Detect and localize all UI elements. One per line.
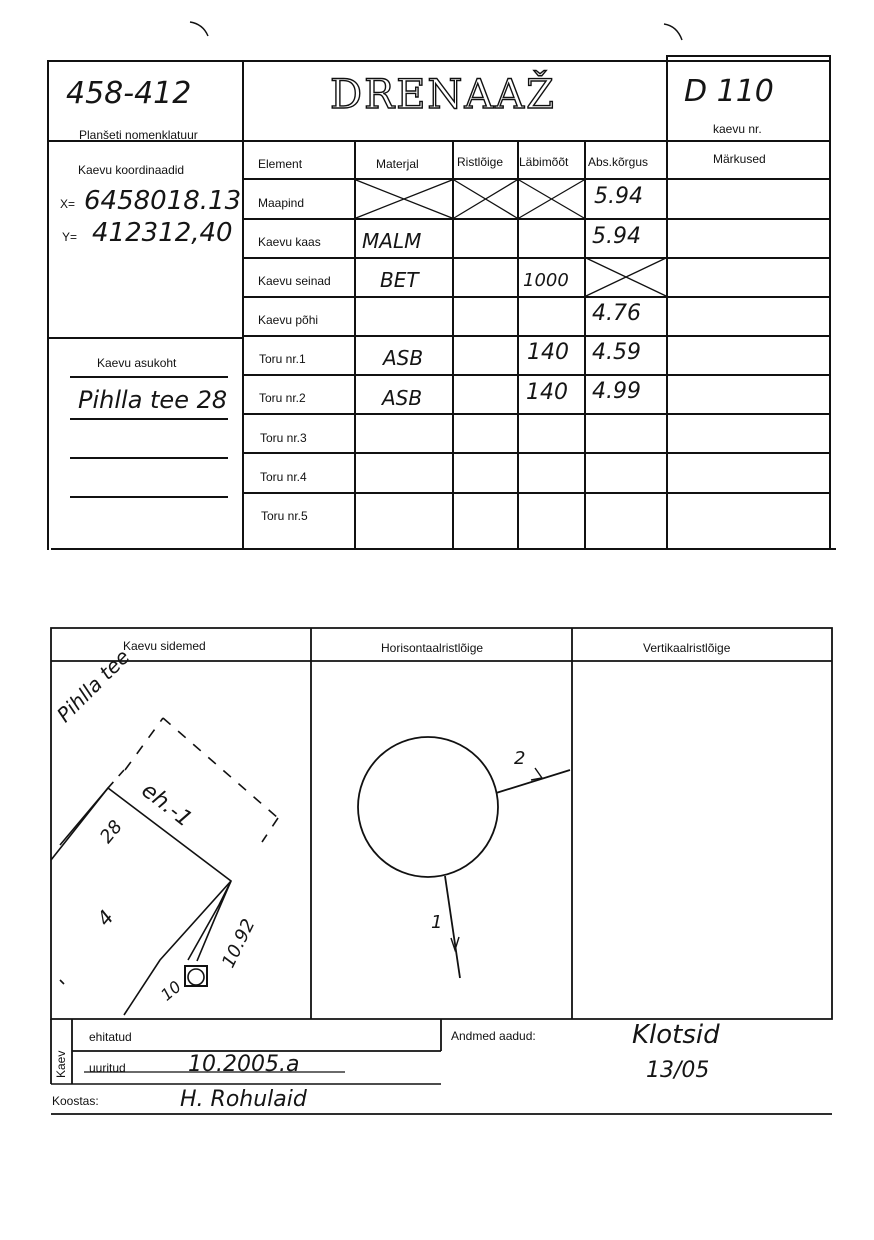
signature-date: 13/05 bbox=[646, 1058, 710, 1083]
y-prefix: Y= bbox=[62, 230, 78, 244]
row-element: Toru nr.1 bbox=[259, 352, 306, 366]
cell-elevation: 5.94 bbox=[592, 224, 641, 249]
sketch-10-label: 10 bbox=[157, 976, 185, 1005]
surveyed-value: 10.2005.a bbox=[188, 1052, 300, 1077]
cell-elevation: 5.94 bbox=[594, 184, 643, 209]
coordinates-label: Kaevu koordinaadid bbox=[78, 163, 185, 177]
row-element: Toru nr.5 bbox=[261, 509, 308, 523]
signature-name: Klotsid bbox=[632, 1020, 720, 1050]
built-label: ehitatud bbox=[89, 1030, 132, 1044]
well-number-value: D 110 bbox=[684, 74, 774, 109]
x-value: 6458018.13 bbox=[84, 186, 242, 216]
header-notes: Märkused bbox=[713, 152, 766, 166]
header-diameter: Läbimõõt bbox=[519, 155, 569, 169]
cell-material: ASB bbox=[383, 346, 424, 370]
section-vertical-title: Vertikaalristlõige bbox=[643, 641, 731, 655]
surveyed-label: uuritud bbox=[89, 1061, 126, 1075]
header-material: Materjal bbox=[376, 157, 419, 171]
x-prefix: X= bbox=[60, 197, 76, 211]
header-cross-section: Ristlõige bbox=[457, 155, 504, 169]
row-element: Toru nr.3 bbox=[260, 431, 307, 445]
cell-elevation: 4.99 bbox=[592, 379, 641, 404]
pipe-1-label: 1 bbox=[431, 912, 443, 933]
data-accepted-label: Andmed aadud: bbox=[451, 1029, 536, 1043]
row-element: Kaevu põhi bbox=[258, 313, 319, 327]
cell-diameter: 140 bbox=[526, 380, 568, 405]
top-form bbox=[0, 0, 874, 560]
bottom-form bbox=[0, 600, 874, 1240]
cell-diameter: 140 bbox=[527, 340, 569, 365]
plansheet-label: Planšeti nomenklatuur bbox=[79, 128, 198, 142]
section-horizontal-title: Horisontaalristlõige bbox=[381, 641, 484, 655]
sketch-4-label: 4 bbox=[92, 905, 119, 931]
row-element: Maapind bbox=[258, 196, 305, 210]
row-element: Kaevu seinad bbox=[258, 274, 331, 288]
y-value: 412312,40 bbox=[92, 218, 233, 248]
header-element: Element bbox=[258, 157, 303, 171]
compiler-value: H. Rohulaid bbox=[180, 1087, 307, 1112]
sketch-10-92-label: 10.92 bbox=[218, 915, 260, 972]
row-element: Toru nr.2 bbox=[259, 391, 306, 405]
cell-diameter: 1000 bbox=[523, 270, 569, 291]
header-elevation: Abs.kõrgus bbox=[588, 155, 649, 169]
cell-elevation: 4.59 bbox=[592, 340, 641, 365]
row-element: Kaevu kaas bbox=[258, 235, 321, 249]
cell-material: MALM bbox=[362, 229, 422, 253]
sketch-28-label: 28 bbox=[96, 816, 127, 848]
compiler-label: Koostas: bbox=[52, 1094, 99, 1108]
location-value: Pihlla tee 28 bbox=[78, 386, 228, 414]
sketch-building-label: eh.-1 bbox=[136, 778, 197, 833]
pipe-2-label: 2 bbox=[514, 748, 526, 769]
well-number-label: kaevu nr. bbox=[713, 122, 762, 136]
cell-material: ASB bbox=[382, 386, 423, 410]
well-label: Kaev bbox=[54, 1050, 68, 1078]
cell-material: BET bbox=[380, 268, 419, 292]
plansheet-value: 458-412 bbox=[66, 76, 192, 111]
section-ties-title: Kaevu sidemed bbox=[123, 639, 206, 653]
form-title: DRENAAŽ bbox=[330, 72, 556, 118]
cell-elevation: 4.76 bbox=[592, 301, 641, 326]
row-element: Toru nr.4 bbox=[260, 470, 307, 484]
location-label: Kaevu asukoht bbox=[97, 356, 177, 370]
sketch-street-label: Pihlla tee bbox=[52, 644, 135, 727]
